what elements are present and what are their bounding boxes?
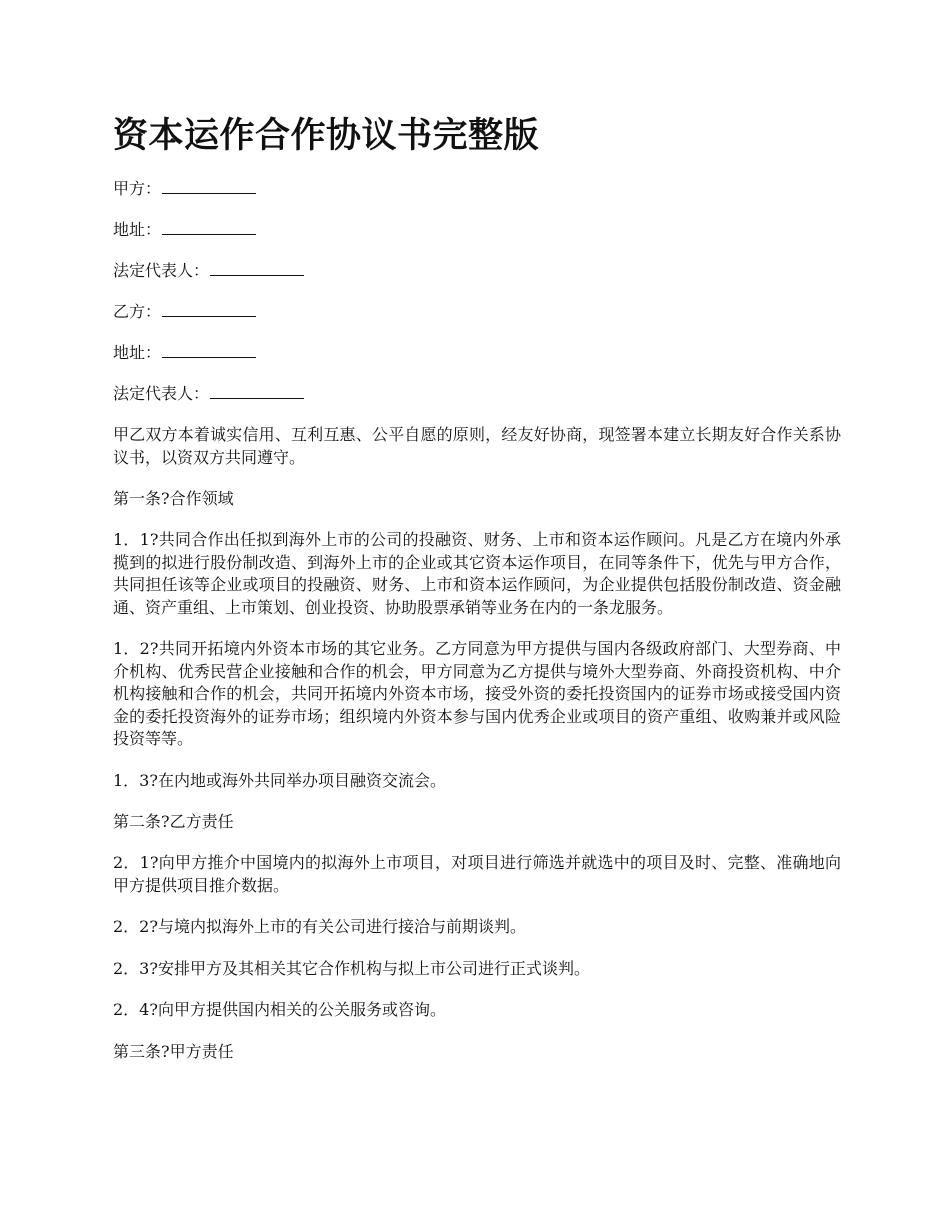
article-1-item-1: 1．1?共同合作出任拟到海外上市的公司的投融资、财务、上市和资本运作顾问。凡是乙方在境内外承揽到的拟进行股份制改造、到海外上市的企业或其它资本运作项目，在同等条件下，优先与甲方合作，共同担任该等企业或项目的投融资、财务、上市和资本运作顾问，为企业提供包括股份制改造、资金融通、资产重组、上市策划、创业投资、协助股票承销等业务在内的一条龙服务。 — [113, 530, 841, 617]
article-2-item-3: 2．3?安排甲方及其相关其它合作机构与拟上市公司进行正式谈判。 — [113, 958, 590, 978]
party-a-address-label: 地址： — [113, 220, 162, 239]
party-a-representative-label: 法定代表人： — [113, 261, 210, 280]
article-1-heading: 第一条?合作领域 — [113, 489, 234, 508]
party-a-label: 甲方： — [113, 179, 162, 198]
article-2-item-4: 2．4?向甲方提供国内相关的公关服务或咨询。 — [113, 1000, 446, 1019]
party-b-address-blank — [162, 343, 256, 358]
party-b-label: 乙方： — [113, 302, 162, 321]
party-b-address-label: 地址： — [113, 343, 162, 362]
party-a-representative-field — [113, 260, 841, 282]
document-page — [113, 108, 841, 1082]
intro-paragraph: 甲乙双方本着诚实信用、互利互惠、公平自愿的原则，经友好协商，现签署本建立长期友好合作关系协议书，以资双方共同遵守。 — [113, 425, 841, 467]
party-b-address-field — [113, 342, 841, 364]
party-a-field — [113, 178, 841, 200]
article-2-item-1: 2．1?向甲方推介中国境内的拟海外上市项目，对项目进行筛选并就选中的项目及时、完整、准确地向甲方提供项目推介数据。 — [113, 853, 841, 895]
party-a-address-field — [113, 219, 841, 241]
party-b-representative-field — [113, 383, 841, 405]
article-1-item-3: 1．3?在内地或海外共同举办项目融资交流会。 — [113, 770, 446, 790]
document-title: 资本运作合作协议书完整版 — [113, 116, 540, 156]
article-1-item-2: 1．2?共同开拓境内外资本市场的其它业务。乙方同意为甲方提供与国内各级政府部门、大型券商、中介机构、优秀民营企业接触和合作的机会，甲方同意为乙方提供与境外大型券商、外商投资机构、中介机构接触和合作的机会，共同开拓境内外资本市场，接受外资的委托投资国内的证券市场或接受国内资金的委托投资海外的证券市场；组织境内外资本参与国内优秀企业或项目的资产重组、收购兼并或风险投资等等。 — [113, 639, 841, 748]
article-3-heading: 第三条?甲方责任 — [113, 1041, 234, 1061]
party-a-address-blank — [162, 220, 256, 235]
article-2-heading: 第二条?乙方责任 — [113, 812, 234, 831]
party-b-representative-blank — [210, 384, 304, 399]
party-b-blank — [162, 302, 256, 317]
party-a-blank — [162, 179, 256, 194]
party-b-field — [113, 301, 841, 323]
party-a-representative-blank — [210, 261, 304, 276]
party-b-representative-label: 法定代表人： — [113, 384, 210, 403]
article-2-item-2: 2．2?与境内拟海外上市的有关公司进行接洽与前期谈判。 — [113, 917, 526, 936]
